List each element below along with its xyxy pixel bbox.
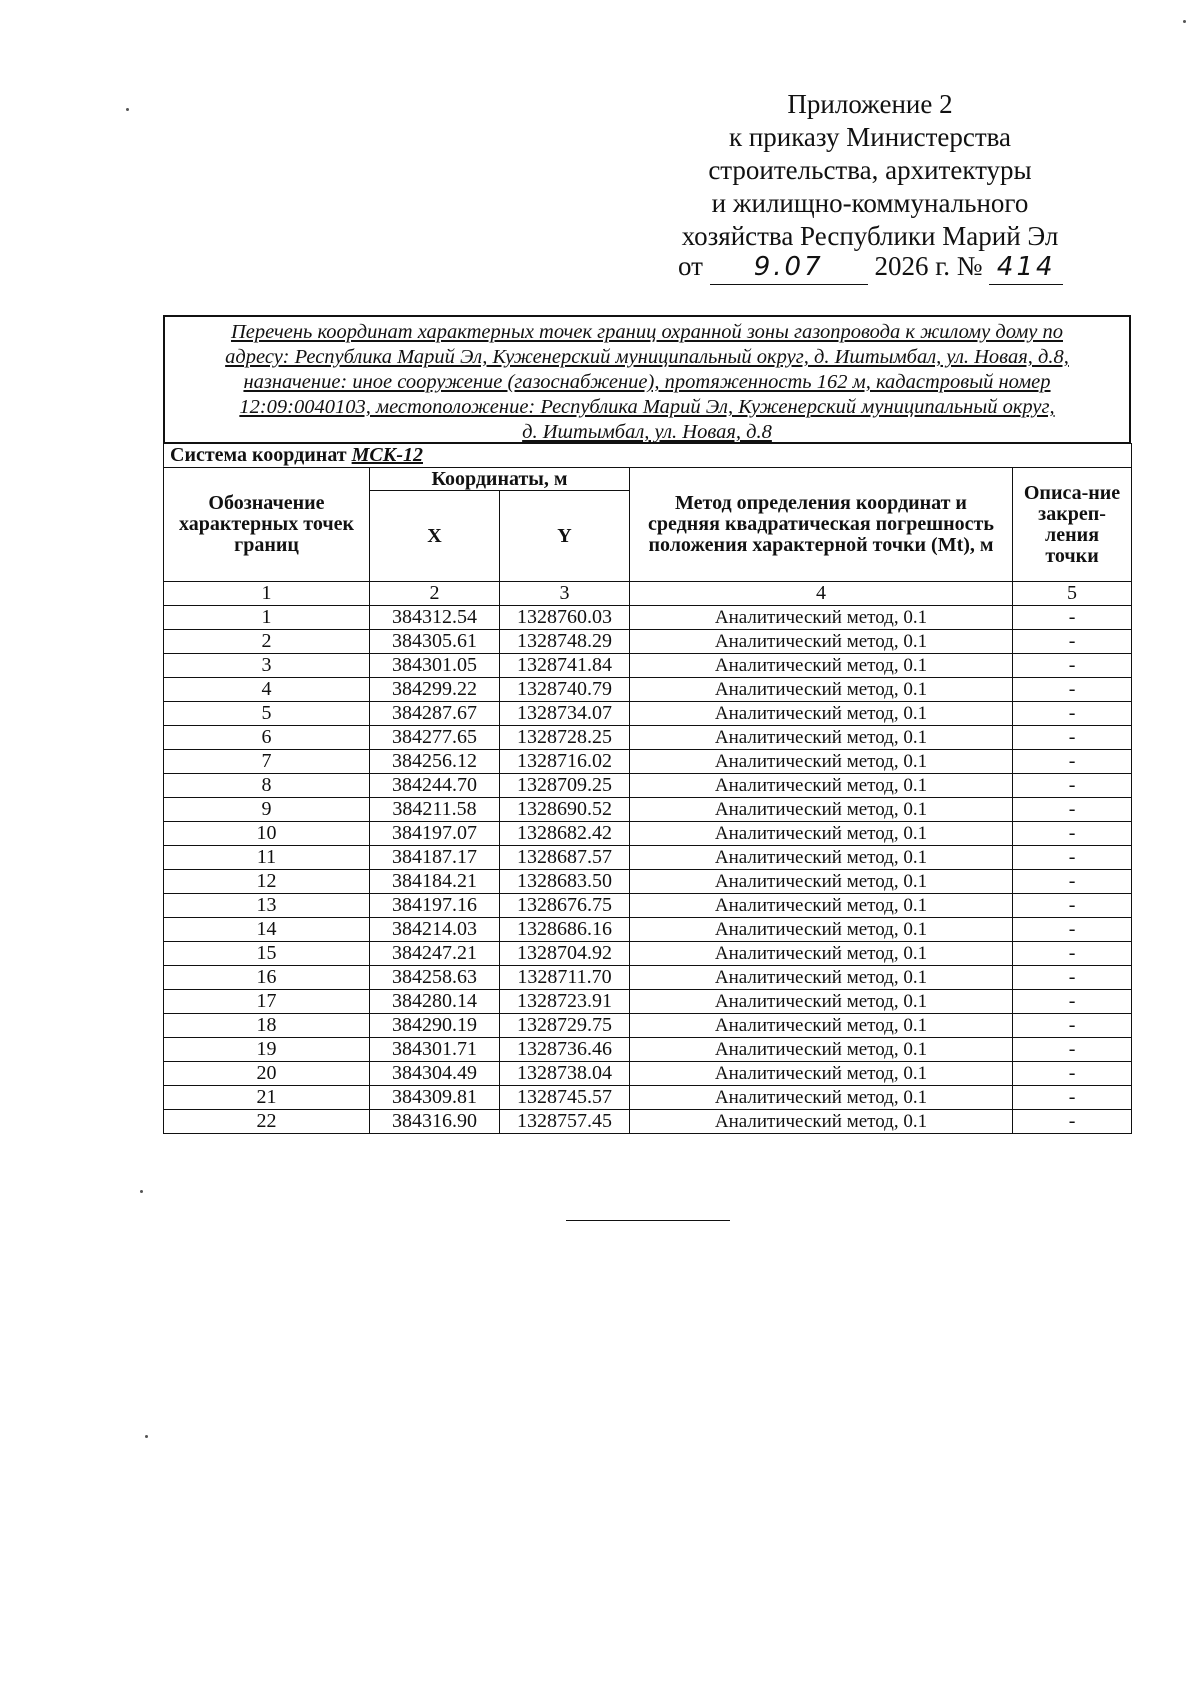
x-cell: 384187.17 xyxy=(370,846,500,870)
column-number: 4 xyxy=(630,582,1013,606)
bottom-rule xyxy=(566,1220,730,1221)
appendix-line: хозяйства Республики Марий Эл xyxy=(681,221,1059,251)
table-row xyxy=(164,1014,1132,1038)
x-cell: 384309.81 xyxy=(370,1086,500,1110)
method-cell: Аналитический метод, 0.1 xyxy=(630,702,1013,726)
method-cell: Аналитический метод, 0.1 xyxy=(630,1014,1013,1038)
y-cell: 1328729.75 xyxy=(500,1014,630,1038)
method-cell: Аналитический метод, 0.1 xyxy=(630,1038,1013,1062)
list-title-line: назначение: иное сооружение (газоснабжение), протяженность 162 м, кадастровый номер xyxy=(243,371,1051,393)
x-cell: 384277.65 xyxy=(370,726,500,750)
description-cell: - xyxy=(1013,702,1132,726)
point-cell: 2 xyxy=(164,630,370,654)
point-cell: 16 xyxy=(164,966,370,990)
column-number: 1 xyxy=(164,582,370,606)
x-cell: 384211.58 xyxy=(370,798,500,822)
scan-speck xyxy=(126,108,129,111)
method-cell: Аналитический метод, 0.1 xyxy=(630,990,1013,1014)
point-cell: 12 xyxy=(164,870,370,894)
coordinate-system-row xyxy=(164,444,1132,468)
y-cell: 1328723.91 xyxy=(500,990,630,1014)
table-row xyxy=(164,726,1132,750)
x-cell: 384301.05 xyxy=(370,654,500,678)
column-number: 2 xyxy=(370,582,500,606)
y-cell: 1328736.46 xyxy=(500,1038,630,1062)
method-cell: Аналитический метод, 0.1 xyxy=(630,870,1013,894)
method-cell: Аналитический метод, 0.1 xyxy=(630,1110,1013,1134)
method-cell: Аналитический метод, 0.1 xyxy=(630,966,1013,990)
description-cell: - xyxy=(1013,1014,1132,1038)
header-description: Описа-ние закреп-ления точки xyxy=(1013,468,1132,582)
appendix-line: строительства, архитектуры xyxy=(708,155,1032,185)
table-row xyxy=(164,894,1132,918)
x-cell: 384197.07 xyxy=(370,822,500,846)
description-cell: - xyxy=(1013,1086,1132,1110)
point-cell: 3 xyxy=(164,654,370,678)
table-row xyxy=(164,1110,1132,1134)
y-cell: 1328709.25 xyxy=(500,774,630,798)
method-cell: Аналитический метод, 0.1 xyxy=(630,1062,1013,1086)
x-cell: 384299.22 xyxy=(370,678,500,702)
table-row xyxy=(164,678,1132,702)
header-point: Обозначение характерных точек границ xyxy=(164,468,370,582)
y-cell: 1328704.92 xyxy=(500,942,630,966)
table-row xyxy=(164,942,1132,966)
order-date-line xyxy=(678,250,1098,285)
y-cell: 1328686.16 xyxy=(500,918,630,942)
y-cell: 1328757.45 xyxy=(500,1110,630,1134)
method-cell: Аналитический метод, 0.1 xyxy=(630,822,1013,846)
x-cell: 384280.14 xyxy=(370,990,500,1014)
point-cell: 18 xyxy=(164,1014,370,1038)
x-cell: 384304.49 xyxy=(370,1062,500,1086)
appendix-line: к приказу Министерства xyxy=(728,122,1012,152)
description-cell: - xyxy=(1013,846,1132,870)
description-cell: - xyxy=(1013,990,1132,1014)
x-cell: 384312.54 xyxy=(370,606,500,630)
method-cell: Аналитический метод, 0.1 xyxy=(630,654,1013,678)
point-cell: 15 xyxy=(164,942,370,966)
method-cell: Аналитический метод, 0.1 xyxy=(630,678,1013,702)
description-cell: - xyxy=(1013,918,1132,942)
method-cell: Аналитический метод, 0.1 xyxy=(630,798,1013,822)
description-cell: - xyxy=(1013,774,1132,798)
point-cell: 4 xyxy=(164,678,370,702)
y-cell: 1328734.07 xyxy=(500,702,630,726)
y-cell: 1328690.52 xyxy=(500,798,630,822)
header-y: Y xyxy=(500,491,630,582)
point-cell: 10 xyxy=(164,822,370,846)
point-cell: 22 xyxy=(164,1110,370,1134)
column-number: 5 xyxy=(1013,582,1132,606)
table-row xyxy=(164,630,1132,654)
method-cell: Аналитический метод, 0.1 xyxy=(630,774,1013,798)
method-cell: Аналитический метод, 0.1 xyxy=(630,630,1013,654)
table-row xyxy=(164,798,1132,822)
x-cell: 384287.67 xyxy=(370,702,500,726)
table-row xyxy=(164,966,1132,990)
description-cell: - xyxy=(1013,894,1132,918)
y-cell: 1328741.84 xyxy=(500,654,630,678)
appendix-line: Приложение 2 xyxy=(787,89,953,119)
description-cell: - xyxy=(1013,606,1132,630)
y-cell: 1328716.02 xyxy=(500,750,630,774)
y-cell: 1328745.57 xyxy=(500,1086,630,1110)
table-row xyxy=(164,870,1132,894)
point-cell: 5 xyxy=(164,702,370,726)
list-title-box xyxy=(163,315,1131,444)
method-cell: Аналитический метод, 0.1 xyxy=(630,726,1013,750)
column-number-row xyxy=(164,582,1132,606)
list-title-line: 12:09:0040103, местоположение: Республика Марий Эл, Куженерский муниципальный округ, xyxy=(239,396,1055,418)
point-cell: 14 xyxy=(164,918,370,942)
method-cell: Аналитический метод, 0.1 xyxy=(630,918,1013,942)
method-cell: Аналитический метод, 0.1 xyxy=(630,1086,1013,1110)
method-cell: Аналитический метод, 0.1 xyxy=(630,750,1013,774)
table-row xyxy=(164,774,1132,798)
table-row xyxy=(164,606,1132,630)
point-cell: 17 xyxy=(164,990,370,1014)
coordinate-system-label: Система координат xyxy=(170,444,347,466)
appendix-header xyxy=(640,88,1100,253)
header-method: Метод определения координат и средняя квадратическая погрешность положения характерной точки (Mt), м xyxy=(630,468,1013,582)
y-cell: 1328711.70 xyxy=(500,966,630,990)
point-cell: 7 xyxy=(164,750,370,774)
y-cell: 1328728.25 xyxy=(500,726,630,750)
description-cell: - xyxy=(1013,726,1132,750)
x-cell: 384258.63 xyxy=(370,966,500,990)
description-cell: - xyxy=(1013,654,1132,678)
y-cell: 1328682.42 xyxy=(500,822,630,846)
point-cell: 1 xyxy=(164,606,370,630)
method-cell: Аналитический метод, 0.1 xyxy=(630,894,1013,918)
appendix-line: и жилищно-коммунального xyxy=(711,188,1029,218)
scan-speck xyxy=(140,1190,143,1193)
description-cell: - xyxy=(1013,798,1132,822)
point-cell: 19 xyxy=(164,1038,370,1062)
method-cell: Аналитический метод, 0.1 xyxy=(630,606,1013,630)
description-cell: - xyxy=(1013,1062,1132,1086)
header-row-1 xyxy=(164,468,1132,491)
point-cell: 21 xyxy=(164,1086,370,1110)
point-cell: 20 xyxy=(164,1062,370,1086)
description-cell: - xyxy=(1013,1110,1132,1134)
y-cell: 1328676.75 xyxy=(500,894,630,918)
table-row xyxy=(164,1086,1132,1110)
list-title-line: Перечень координат характерных точек границ охранной зоны газопровода к жилому дому по xyxy=(230,321,1063,343)
coordinates-table xyxy=(163,443,1132,1134)
list-title-line: адресу: Республика Марий Эл, Куженерский муниципальный округ, д. Иштымбал, ул. Новая, д.8, xyxy=(225,346,1069,368)
point-cell: 6 xyxy=(164,726,370,750)
description-cell: - xyxy=(1013,870,1132,894)
x-cell: 384244.70 xyxy=(370,774,500,798)
table-row xyxy=(164,1038,1132,1062)
y-cell: 1328748.29 xyxy=(500,630,630,654)
x-cell: 384301.71 xyxy=(370,1038,500,1062)
year-text: 2026 г. № xyxy=(874,251,983,281)
description-cell: - xyxy=(1013,1038,1132,1062)
column-number: 3 xyxy=(500,582,630,606)
description-cell: - xyxy=(1013,630,1132,654)
point-cell: 8 xyxy=(164,774,370,798)
point-cell: 9 xyxy=(164,798,370,822)
x-cell: 384184.21 xyxy=(370,870,500,894)
table-row xyxy=(164,990,1132,1014)
method-cell: Аналитический метод, 0.1 xyxy=(630,846,1013,870)
handwritten-order-number: 414 xyxy=(989,251,1063,285)
y-cell: 1328740.79 xyxy=(500,678,630,702)
table-row xyxy=(164,822,1132,846)
x-cell: 384214.03 xyxy=(370,918,500,942)
y-cell: 1328683.50 xyxy=(500,870,630,894)
description-cell: - xyxy=(1013,750,1132,774)
table-row xyxy=(164,654,1132,678)
point-cell: 11 xyxy=(164,846,370,870)
x-cell: 384197.16 xyxy=(370,894,500,918)
description-cell: - xyxy=(1013,966,1132,990)
coordinate-system-value: МСК-12 xyxy=(351,444,423,466)
table-row xyxy=(164,846,1132,870)
handwritten-date: 9.07 xyxy=(710,251,868,285)
y-cell: 1328687.57 xyxy=(500,846,630,870)
scan-speck xyxy=(1183,20,1186,23)
table-row xyxy=(164,750,1132,774)
point-cell: 13 xyxy=(164,894,370,918)
method-cell: Аналитический метод, 0.1 xyxy=(630,942,1013,966)
x-cell: 384316.90 xyxy=(370,1110,500,1134)
x-cell: 384256.12 xyxy=(370,750,500,774)
x-cell: 384247.21 xyxy=(370,942,500,966)
scan-speck xyxy=(145,1435,148,1438)
table-row xyxy=(164,1062,1132,1086)
x-cell: 384290.19 xyxy=(370,1014,500,1038)
header-coordinates: Координаты, м xyxy=(370,468,630,491)
y-cell: 1328738.04 xyxy=(500,1062,630,1086)
list-title-line: д. Иштымбал, ул. Новая, д.8 xyxy=(522,421,772,443)
description-cell: - xyxy=(1013,678,1132,702)
table-row xyxy=(164,702,1132,726)
table-row xyxy=(164,918,1132,942)
description-cell: - xyxy=(1013,942,1132,966)
x-cell: 384305.61 xyxy=(370,630,500,654)
header-x: X xyxy=(370,491,500,582)
description-cell: - xyxy=(1013,822,1132,846)
coordinate-system-cell xyxy=(164,444,1132,468)
date-prefix: от xyxy=(678,251,703,281)
y-cell: 1328760.03 xyxy=(500,606,630,630)
